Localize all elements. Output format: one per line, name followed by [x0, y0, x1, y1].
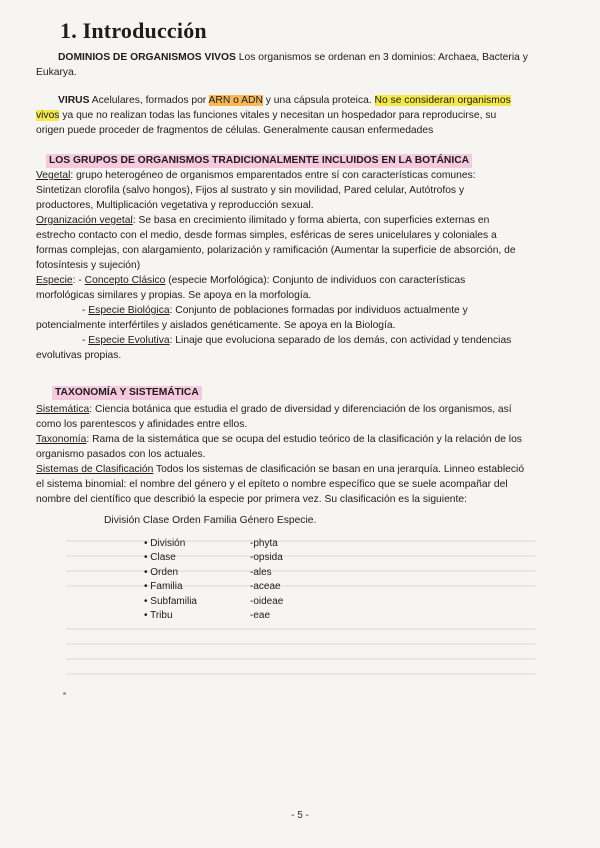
- sistematica-text-2: como los parentescos y afinidades entre ellos.: [36, 419, 248, 430]
- highlight-arn-adn: ARN o ADN: [208, 95, 263, 106]
- rank-row: [144, 595, 283, 609]
- rank-name: • División: [144, 537, 250, 551]
- organizacion-text: : Se basa en crecimiento ilimitado y forma abierta, con superficies externas en: [132, 215, 490, 226]
- concepto-clasico-term: Concepto Clásico: [84, 275, 166, 286]
- taxonomia-text: : Rama de la sistemática que se ocupa del estudio teórico de la clasificación y la relación de los: [86, 434, 522, 445]
- organizacion-term: Organización vegetal: [36, 215, 133, 226]
- rank-name: • Subfamilia: [144, 595, 250, 609]
- rank-name: • Tribu: [144, 609, 250, 623]
- vegetal-term: Vegetal: [36, 170, 71, 181]
- sistematica-text: : Ciencia botánica que estudia el grado de diversidad y diferenciación de los organismos, así: [89, 404, 512, 415]
- highlight-no-vivos: No se consideran organismos: [374, 95, 511, 106]
- rank-row: [144, 537, 283, 551]
- biologica-text-2: potencialmente interfértiles y aislados genéticamente. Se apoya en la Biología.: [36, 320, 396, 331]
- grupos-heading: LOS GRUPOS DE ORGANISMOS TRADICIONALMENTE INCLUIDOS EN LA BOTÁNICA: [46, 154, 472, 168]
- virus-text-3: ya que no realizan todas las funciones vitales y necesitan un hospedador para reproducirse, su: [59, 110, 497, 121]
- clasico-text: (especie Morfológica): Conjunto de individuos con características: [165, 275, 466, 286]
- evolutiva-dash: -: [82, 335, 89, 346]
- especie-biologica-term: Especie Biológica: [88, 305, 170, 316]
- taxonomia-term: Taxonomía: [36, 434, 87, 445]
- sistemas-text-2: el sistema binomial: el nombre del género y el epíteto o nombre específico que se suele acompañar del: [36, 479, 508, 490]
- rank-name: • Orden: [144, 566, 250, 580]
- page-title: 1. Introducción: [60, 18, 207, 43]
- vegetal-text-3: productores, Multiplicación vegetativa y reproducción sexual.: [36, 200, 314, 211]
- rank-row: [144, 551, 283, 565]
- dominios-text-cont: Eukarya.: [36, 67, 77, 78]
- biologica-dash: -: [82, 305, 89, 316]
- evolutiva-text: : Linaje que evoluciona separado de los demás, con actividad y tendencias: [169, 335, 512, 346]
- virus-text: Acelulares, formados por: [89, 95, 209, 106]
- sistemas-clasificacion-term: Sistemas de Clasificación: [36, 464, 154, 475]
- taxonomia-heading: TAXONOMÍA Y SISTEMÁTICA: [52, 386, 202, 400]
- vegetal-text: : grupo heterogéneo de organismos emparentados entre sí con características comunes:: [70, 170, 476, 181]
- sistemas-text-3: nombre del científico que describió la especie por primera vez. Su clasificación es la siguiente:: [36, 494, 467, 505]
- dominios-paragraph: [36, 50, 576, 80]
- rank-suffix: -ales: [250, 566, 272, 578]
- vegetal-text-2: Sintetizan clorofila (salvo hongos), Fijos al sustrato y sin movilidad, Pared celular, Autótrofos y: [36, 185, 465, 196]
- virus-text-4: origen puede proceder de fragmentos de células. Generalmente causan enfermedades: [36, 125, 434, 136]
- sistematica-term: Sistemática: [36, 404, 90, 415]
- rank-row: [144, 580, 283, 594]
- sistemas-text: Todos los sistemas de clasificación se basan en una jerarquía. Linneo estableció: [153, 464, 525, 475]
- dominios-text: Los organismos se ordenan en 3 dominios: Archaea, Bacteria y: [235, 52, 528, 63]
- grupos-paragraph: [36, 168, 576, 363]
- rank-row: [144, 609, 283, 623]
- page-number: - 5 -: [291, 810, 309, 821]
- dominios-heading: DOMINIOS DE ORGANISMOS VIVOS: [58, 52, 236, 63]
- rank-suffix: -oideae: [250, 595, 284, 607]
- rank-name: • Clase: [144, 551, 250, 565]
- taxonomia-paragraph: [36, 402, 576, 507]
- organizacion-text-4: fotosíntesis y sujeción): [36, 260, 141, 271]
- clasico-text-2: morfológicas similares y propias. Se apoya en la morfología.: [36, 290, 312, 301]
- rank-suffix: -aceae: [250, 581, 281, 593]
- virus-heading: VIRUS: [58, 95, 90, 106]
- virus-paragraph: [36, 93, 576, 138]
- virus-text-2: y una cápsula proteica.: [262, 95, 375, 106]
- rank-name: • Familia: [144, 580, 250, 594]
- especie-evolutiva-term: Especie Evolutiva: [88, 335, 170, 346]
- especie-colon: : -: [72, 275, 85, 286]
- rank-suffix: -eae: [250, 610, 271, 622]
- rank-suffix-list: [144, 537, 283, 623]
- evolutiva-text-2: evolutivas propias.: [36, 350, 122, 361]
- organizacion-text-2: estrecho contacto con el medio, desde formas simples, esféricas de seres unicelulares y coloniales a: [36, 230, 497, 241]
- organizacion-text-3: formas complejas, con alargamiento, polarización y ramificación (Aumentar la superficie de absorción, de: [36, 245, 516, 256]
- hierarchy-line: División Clase Orden Familia Género Especie.: [104, 515, 317, 526]
- rank-row: [144, 566, 283, 580]
- taxonomia-text-2: organismo pasados con los actuales.: [36, 449, 206, 460]
- rank-suffix: -phyta: [250, 538, 278, 549]
- biologica-text: : Conjunto de poblaciones formadas por individuos actualmente y: [169, 305, 468, 316]
- rank-suffix: -opsida: [250, 552, 283, 564]
- especie-term: Especie: [36, 275, 73, 286]
- highlight-vivos: vivos: [36, 110, 60, 121]
